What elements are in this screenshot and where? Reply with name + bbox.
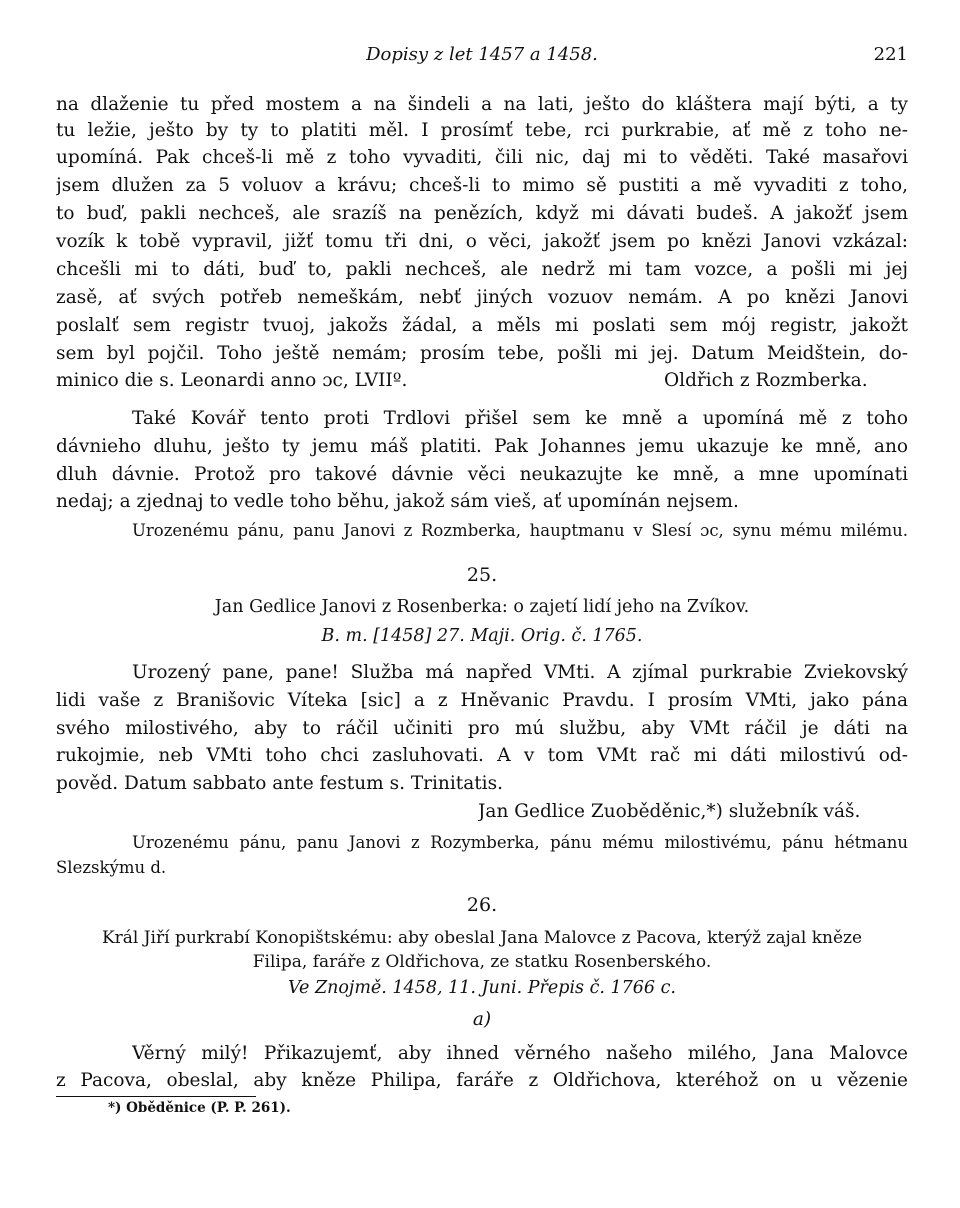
text-line: chcešli mi to dáti, buď to, pakli nechceš, ale nedrž mi tam vozce, a pošli mi jej — [56, 259, 908, 280]
page-header — [56, 44, 908, 74]
signature: Oldřich z Rozmberka. — [664, 370, 868, 391]
running-title: Dopisy z let 1457 a 1458. — [366, 44, 598, 65]
text-line: zasě, ať svých potřeb nemeškám, nebť jiných vozuov nemám. A po knězi Janovi — [56, 287, 908, 308]
text-line: vozík k tobě vypravil, jižť tomu tři dni, o věci, jakožť jsem po knězi Janovi vzkázal: — [56, 231, 908, 252]
text-line: Také Kovář tento proti Trdlovi přišel sem ke mně a upomíná mě z toho — [132, 408, 908, 429]
text-line: z Pacova, obeslal, aby kněze Philipa, faráře z Oldřichova, kteréhož on u vězenie — [56, 1070, 908, 1091]
text-line: jsem dlužen za 5 voluov a krávu; chceš-li to mimo sě pustiti a mě vyvaditi z toho, — [56, 175, 908, 196]
text-line: upomíná. Pak chceš-li mě z toho vyvaditi, čili nic, daj mi to věděti. Také masařovi — [56, 147, 908, 168]
text-line: dluh dávnie. Protož pro takové dávnie věci neukazujte ke mně, a mne upomínati — [56, 464, 908, 485]
section-heading: Filipa, faráře z Oldřichova, ze statku Rosenberského. — [252, 952, 712, 972]
address-line: Slezskýmu d. — [56, 858, 167, 877]
text-line: Urozený pane, pane! Služba má napřed VMti. A zjímal purkrabie Zviekovský — [132, 662, 908, 683]
text-line: nedaj; a zjednaj to vedle toho běhu, jakož sám vieš, ať upomínán nejsem. — [56, 491, 739, 512]
text-line: svého milostivého, aby to ráčil učiniti pro mú službu, aby VMt ráčil je dáti na — [56, 718, 908, 739]
section-heading: Král Jiří purkrabí Konopištskému: aby obeslal Jana Malovce z Pacova, kterýž zajal kněze — [101, 928, 863, 948]
text-line: tu ležie, ješto by ty to platiti měl. I prosímť tebe, rci purkrabie, ať mě z toho ne- — [56, 120, 908, 141]
subsection-label: a) — [472, 1009, 492, 1030]
text-line: dávnieho dluhu, ješto ty jemu máš platiti. Pak Johannes jemu ukazuje ke mně, ano — [56, 436, 908, 457]
address-line: Urozenému pánu, panu Janovi z Rozymberka, pánu mému milostivému, pánu hétmanu — [132, 833, 908, 852]
footnote: *) Oběděnice (P. P. 261). — [108, 1100, 291, 1116]
text-line: na dlaženie tu před mostem a na šindeli a na lati, ješto do kláštera mají býti, a ty — [56, 94, 908, 115]
text-line: Věrný milý! Přikazujemť, aby ihned věrného našeho milého, Jana Malovce — [132, 1043, 908, 1064]
section-source: Ve Znojmě. 1458, 11. Juni. Přepis č. 1766 c. — [288, 978, 676, 998]
text-line: pověd. Datum sabbato ante festum s. Trinitatis. — [56, 773, 503, 794]
footnote-rule — [56, 1096, 256, 1097]
section-number: 26. — [466, 894, 498, 916]
section-heading: Jan Gedlice Janovi z Rosenberka: o zajetí lidí jeho na Zvíkov. — [214, 597, 750, 617]
text-line: sem byl pojčil. Toho ještě nemám; prosím tebe, pošli mi jej. Datum Meidštein, do- — [56, 343, 908, 364]
text-line: poslalť sem registr tvuoj, jakožs žádal, a měls mi poslati sem mój registr, jakožt — [56, 315, 908, 336]
address-line: Urozenému pánu, panu Janovi z Rozmberka, hauptmanu v Slesí ɔc, synu mému milému. — [132, 521, 908, 540]
section-source: B. m. [1458] 27. Maji. Orig. č. 1765. — [321, 626, 643, 646]
text-line: rukojmie, neb VMti toho chci zasluhovati. A v tom VMt rač mi dáti milostivú od- — [56, 745, 908, 766]
text-line: minico die s. Leonardi anno ɔc, LVIIº. — [56, 370, 408, 391]
text-line: lidi vaše z Branišovic Víteka [sic] a z Hněvanic Pravdu. I prosím VMti, jako pána — [56, 690, 908, 711]
signature: Jan Gedlice Zuoběděnic,*) služebník váš. — [478, 801, 861, 822]
page-number: 221 — [873, 44, 908, 65]
text-line: to buď, pakli nechceš, ale srazíš na penězích, když mi dávati budeš. A jakožť jsem — [56, 203, 908, 224]
section-number: 25. — [466, 564, 498, 586]
